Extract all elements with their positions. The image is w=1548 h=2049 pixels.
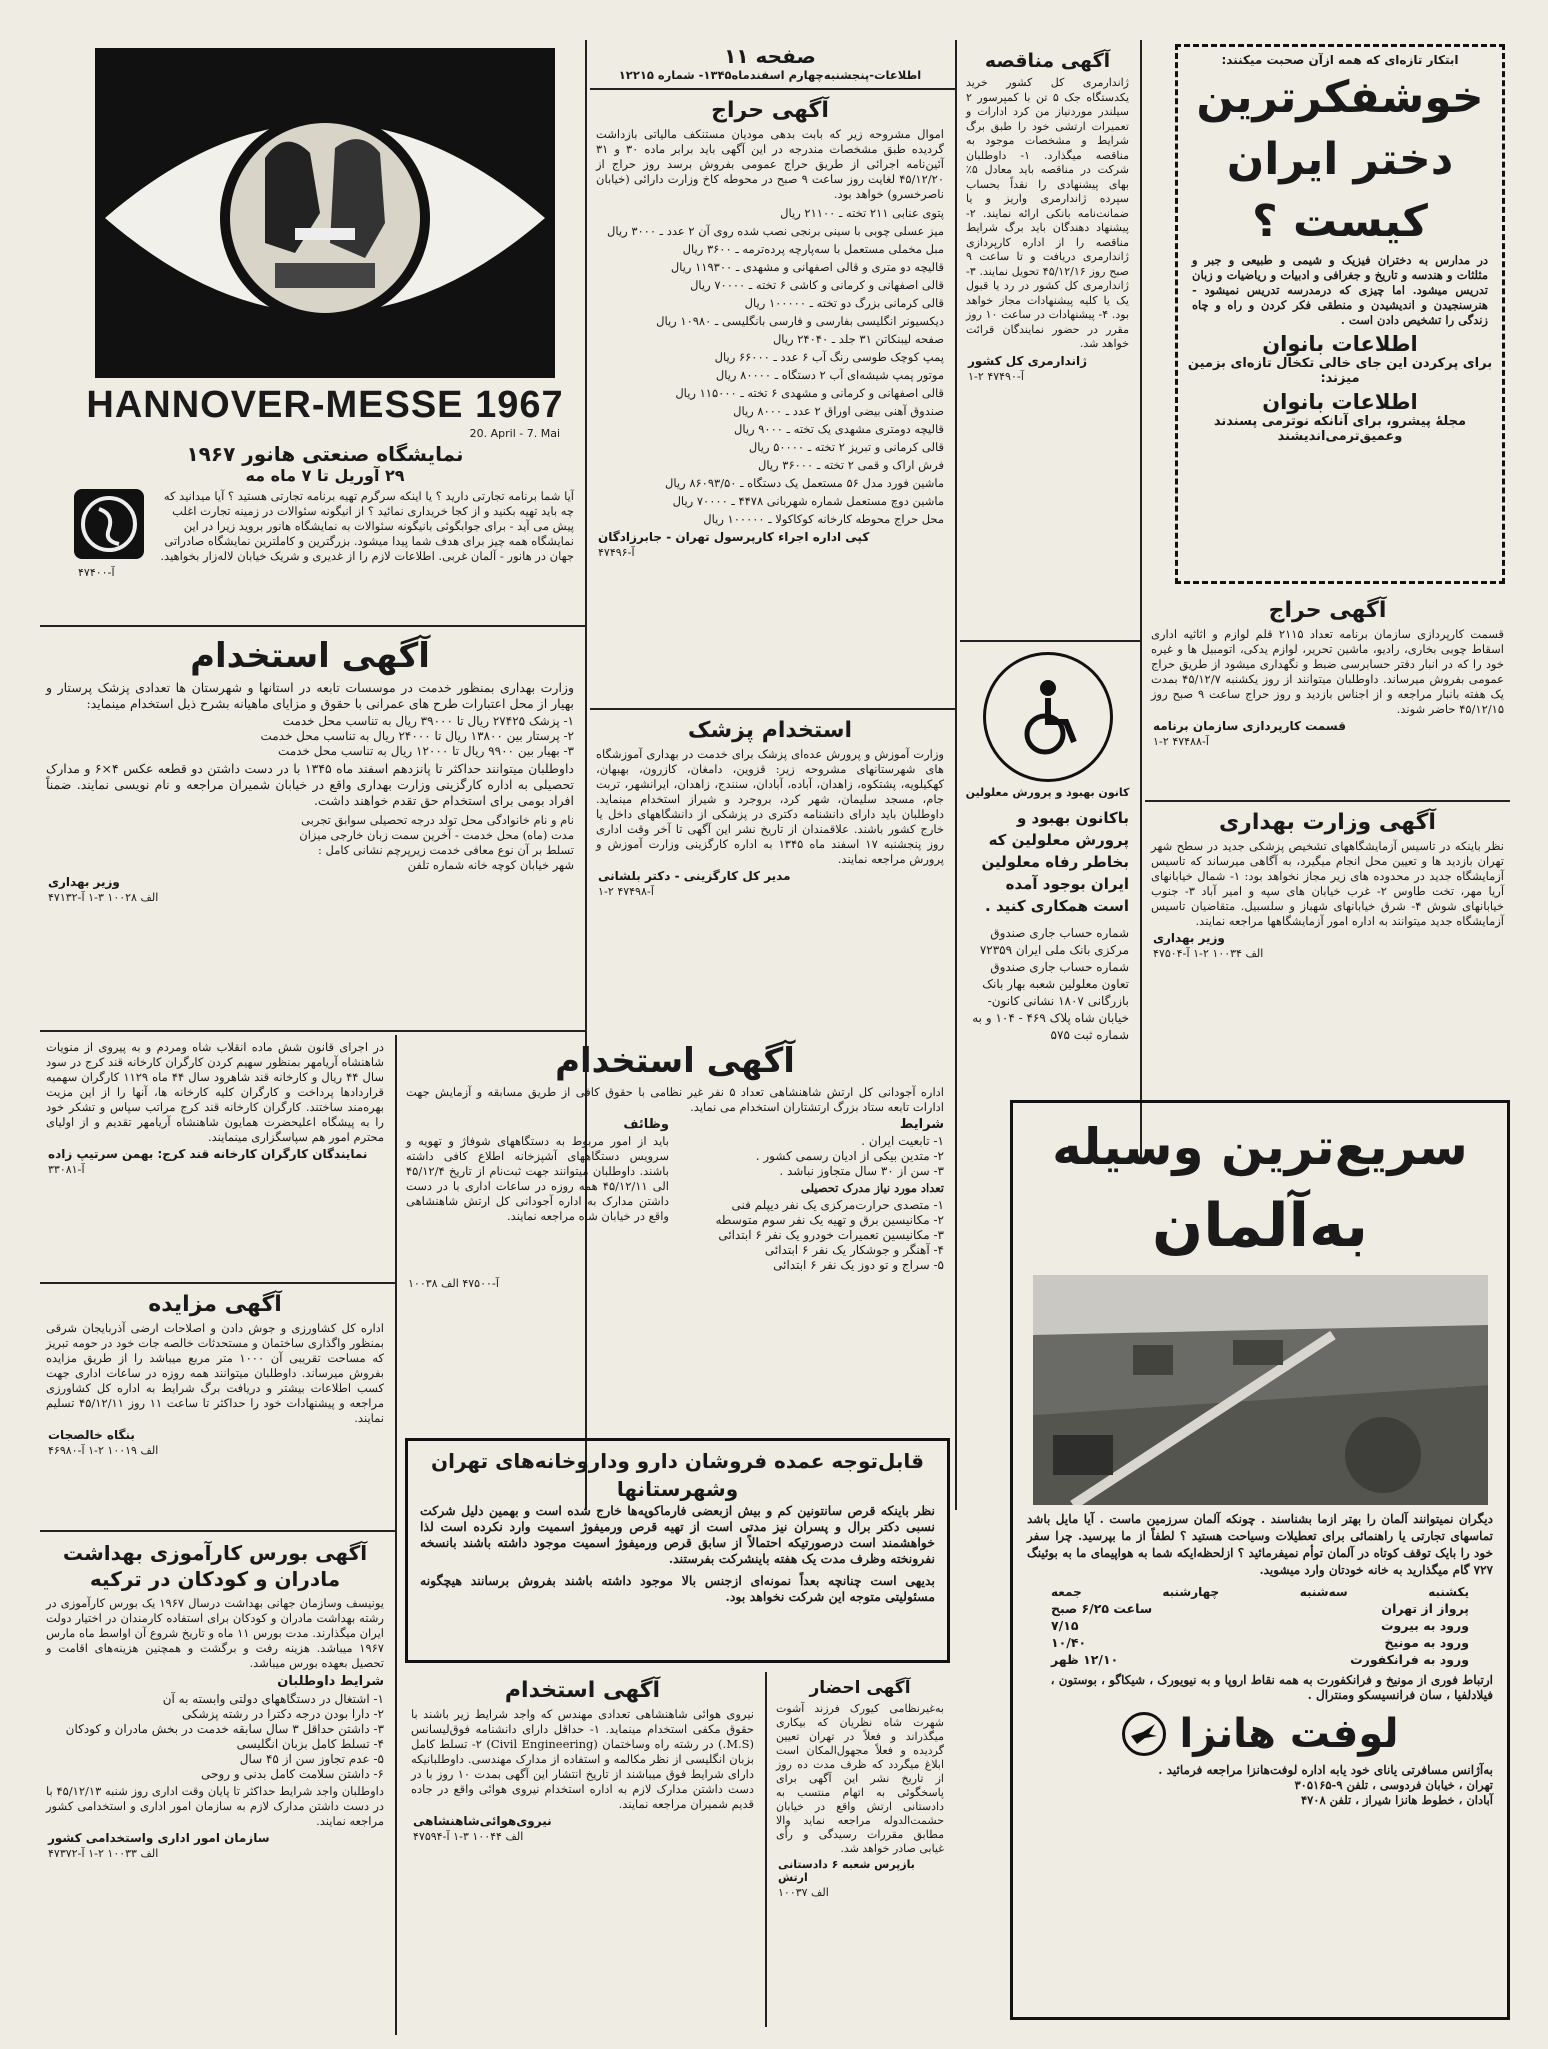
ad-code: آ-۴۷۴۰۰ <box>78 566 115 579</box>
list-item: ۳- داشتن حداقل ۳ سال سابقه خدمت در بخش مادران و کودکان <box>65 1722 384 1736</box>
section-rule <box>40 1030 585 1032</box>
list-item: قالی کرمانی بزرگ دو تخته ـ ۱۰۰۰۰۰ ریال <box>744 296 944 310</box>
table-row: ۵- سراج و تو دوز یک نفر ۶ ابتدائی <box>773 1258 944 1272</box>
list-item: ۴- تسلط کامل بزبان انگلیسی <box>236 1737 384 1751</box>
list-item: ۵- عدم تجاوز سن از ۴۵ سال <box>239 1752 384 1766</box>
ad-signature: سازمان امور اداری واستخدامی کشور <box>48 1831 270 1845</box>
section-rule <box>40 1530 395 1532</box>
doctor-employment-ad <box>590 712 950 1022</box>
tender-ad <box>960 44 1135 634</box>
headline: کیست ؟ <box>1252 196 1428 247</box>
form-row: نام و نام خانوادگی محل تولد درجه تحصیلی سوابق تجربی <box>301 813 574 827</box>
magazine-name: اطلاعات بانوان <box>1262 332 1418 356</box>
schedule-row: پرواز از تهران ساعت ۶/۲۵ صبح <box>1051 1601 1469 1616</box>
tender-sale-ad <box>40 1286 390 1526</box>
wheelchair-icon <box>983 652 1113 782</box>
scholarship-ad <box>40 1534 390 2024</box>
list-item: ۲- پرستار بین ۱۳۸۰۰ ریال تا ۲۴۰۰۰ ریال به تناسب محل خدمت <box>260 729 574 743</box>
list-item: ۳- سن از ۳۰ سال متجاوز نباشد . <box>779 1164 944 1178</box>
list-item: پمپ کوچک طوسی رنگ آب ۶ عدد ـ ۶۶۰۰۰ ریال <box>714 350 944 364</box>
list-item: ۲- متدین بیکی از ادیان رسمی کشور . <box>755 1149 944 1163</box>
list-item: مبل مخملی مستعمل با سه‌پارچه پرده‌ترمه ـ ۳۶۰۰ ریال <box>682 242 944 256</box>
eye-icon <box>95 48 555 378</box>
ad-body: وزارت بهداری بمنظور خدمت در موسسات تابعه در استانها و شهرستان ها تعدادی پزشک پرستار و بهیار از محل اعتبارات طرح های عمرانی با حقوق و مزایای ماهیانه بشرح ذیل استخدام مینماید: <box>46 680 574 711</box>
headline: دختر ایران <box>1226 134 1454 185</box>
hannover-brand: HANNOVER-MESSE 1967 <box>86 384 564 426</box>
ad-invite: برای پرکردن این جای خالی تکخال تازه‌ای بزمین میزند: <box>1187 356 1493 386</box>
notice-title: قابل‌توجه عمده فروشان دارو وداروخانه‌های تهران وشهرستانها <box>431 1449 924 1501</box>
section-rule <box>40 1282 395 1284</box>
ad-signature: قسمت کارپردازی سازمان برنامه <box>1153 719 1346 733</box>
dateline: اطلاعات-پنجشنبه‌چهارم اسفندماه۱۳۴۵- شماره ۱۲۲۱۵ <box>618 68 922 82</box>
connection-text: ارتباط فوری از مونیخ و فرانکفورت به همه نقاط اروپا و به نیویورک ، شیکاگو ، بوستون ، فیلادلفیا ، سان فرانسیسکو ومنترال . <box>1050 1673 1493 1702</box>
ad-signature: مدیر کل کارگزینی - دکتر بلشانی <box>598 869 791 883</box>
section-rule <box>40 625 585 627</box>
list-item: ۳- بهیار بین ۹۹۰۰ ریال تا ۱۲۰۰۰ ریال به تناسب محل خدمت <box>278 744 574 758</box>
form-row: شهر خیابان کوچه خانه شماره تلفن <box>407 858 574 872</box>
auction-ad-2 <box>1145 592 1510 797</box>
ad-code: آ-۴۷۴۸۸ ۲-۱ <box>1153 735 1209 748</box>
page-header <box>590 44 950 84</box>
list-item: صفحه لیبنکاتن ۳۱ جلد ـ ۲۴۰۴۰ ریال <box>772 332 944 346</box>
ad-body: اداره آجودانی کل ارتش شاهنشاهی تعداد ۵ نفر غیر نظامی با حقوق کافی از طریق مسابقه و آزمایش جهت ادارات تابعه ستاد بزرگ ارتشتاران استخدام می نماید. <box>406 1085 944 1114</box>
ad-signature: کپی اداره اجراء کارپرسول تهران - جابرزادگان <box>598 530 870 544</box>
ad-title: آگهی استخدام <box>190 636 430 676</box>
list-item: قالی اصفهانی و کرمانی و مشهدی ۶ تخته ـ ۱۱۵۰۰۰ ریال <box>675 386 944 400</box>
ad-body: نیروی هوائی شاهنشاهی تعدادی مهندس که واجد شرایط زیر باشند با حقوق مکفی استخدام مینماید. ۱- حداقل دارای دانشنامه فوق‌لیسانس (M.S.) در رشته راه وساختمان (Civil Engineering) ۲- تسلط کامل بزبان انگلیسی از نظر مکالمه و استفاده از مدارک مهندسی. داوطلبانیکه دارای شرایط فوق میباشند از تاریخ انتشار این آگهی بمدت ۱۰ روز با در دست داشتن مدارک لازم به اداره استخدام نیروی هوائی واقع در جاده قدیم شمیران مراجعه نمایند. <box>411 1707 755 1811</box>
ad-code: آ-۴۷۴۹۰ ۲-۱ <box>968 369 1024 383</box>
ad-code: آ-۴۷۴۹۸ ۲-۱ <box>598 885 654 898</box>
hannover-dates-latin: 20. April - 7. Mai <box>469 427 560 440</box>
headline: سریع‌ترین وسیله <box>1052 1118 1468 1176</box>
section-rule <box>590 88 955 90</box>
section-rule <box>1145 800 1510 802</box>
table-row: ۳- مکانیسین تعمیرات خودرو یک نفر ۶ ابتدائی <box>718 1228 944 1242</box>
ad-signature: نیروی‌هوائی‌شاهنشاهی <box>413 1814 552 1828</box>
form-row: تسلط بر آن نوع معافی خدمت زیرپرچم نشانی کامل : <box>317 843 574 857</box>
column-rule <box>395 1035 397 2035</box>
ad-title: استخدام پزشک <box>687 718 853 743</box>
list-item: ماشین فورد مدل ۵۶ مستعمل یک دستگاه ـ ۸۶۰۹۳/۵۰ ریال <box>665 476 944 490</box>
logo-caption: کانون بهبود و پرورش معلولین <box>965 786 1130 799</box>
magazine-name: اطلاعات بانوان <box>1262 390 1418 414</box>
column-rule <box>765 1672 767 2027</box>
army-employment-ad <box>400 1035 950 1430</box>
ad-title: آگهی احضار <box>809 1678 911 1698</box>
ad-body-2: داوطلبان میتوانند حداکثر تا پانزدهم اسفند ماه ۱۳۴۵ با در دست داشتن دو قطعه عکس ۴×۶ و مدارک تحصیلی به اداره کارگزینی وزارت بهداری واقع در خیابان شمیران مراجعه و نام نویسی نمایند. ضمناً افراد بومی برای استخدام حق تقدم خواهند داشت. <box>46 761 574 808</box>
section-rule <box>590 708 955 710</box>
ad-body: شماره حساب جاری صندوق مرکزی بانک ملی ایران ۷۲۳۵۹ شماره حساب جاری صندوق تعاون معلولین شعبه بهار بانک بازرگانی ۱۸۰۷ نشانی کانون- خیابان شاه پلاک ۴۶۹ - ۱۰۴ و به شماره ثبت ۵۷۵ <box>972 926 1129 1042</box>
agency-text: به‌آژانس مسافرتی یانای خود یابه اداره لوفت‌هانزا مراجعه فرمائید . <box>1158 1763 1493 1777</box>
day-label: سه‌شنبه <box>1299 1585 1348 1599</box>
ad-body: دیگران نمیتوانند آلمان را بهتر ازما بشناسند . چونکه آلمان سرزمین ماست . آیا مایل باشد تماسهای تجارتی یا راهنمائی برای تعطیلات وسیاحت هستید ؟ لطفاً از ما بپرسید. چرا سفر خود را بایک توقف کوتاه در آلمان توأم نمیفرمائید ؟ ازلحظه‌ایکه شما به هواپیمای ما به بوئینگ ۷۲۷ گام میگذارید به خانه خودتان وارد میشوید. <box>1027 1512 1493 1577</box>
headline: به‌آلمان <box>1152 1191 1368 1261</box>
schedule-row: ورود به بیروت ۷/۱۵ <box>1051 1618 1469 1633</box>
office-abadan: آبادان ، خطوط هانزا شیراز ، تلفن ۴۷۰۸ <box>1300 1793 1493 1807</box>
hannover-eye-graphic <box>95 48 555 378</box>
schedule-row: ورود به فرانکفورت ۱۲/۱۰ ظهر <box>1051 1652 1469 1667</box>
column-rule <box>955 40 957 1510</box>
headline: خوشفکرترین <box>1196 72 1484 123</box>
list-item: ۱- پزشک ۲۷۴۲۵ ریال تا ۳۹۰۰۰ ریال به تناسب محل خدمت <box>282 714 574 728</box>
rehab-ad <box>960 648 1135 1088</box>
ad-tagline: مجلۀ پیشرو، برای آنانکه نوترمی پسندند وعمیق‌ترمی‌اندیشند <box>1213 414 1467 444</box>
city-photo <box>1033 1275 1488 1505</box>
list-item: قالی کرمانی و تبریز ۲ تخته ـ ۵۰۰۰۰ ریال <box>748 440 944 454</box>
conditions-title: شرایط داوطلبان <box>277 1674 384 1689</box>
crane-logo-icon <box>1122 1712 1166 1756</box>
brand-name: لوفت هانزا <box>1179 1711 1399 1757</box>
ad-signature: بازپرس شعبه ۶ دادستانی ارتش <box>778 1858 915 1884</box>
ad-body: اموال مشروحه زیر که بابت بدهی مودیان مستنکف مالیاتی بازداشت گردیده طبق مشخصات مندرجه در این آگهی باید برابر ماده ۳۰ و ۳۱ آئین‌نامه اجرائی از طریق حراج عمومی بفروش برسد روز حراج از ۴۵/۱۲/۲۰ لغایت روز ساعت ۹ صبح در محوطه کاخ وزارت دارائی (خیابان ناصرخسرو) خواهد بود. <box>596 127 945 201</box>
section-rule <box>960 640 1140 642</box>
list-item: قالیچه دومتری مشهدی یک تخته ـ ۹۰۰۰ ریال <box>733 422 944 436</box>
employment-ad-health <box>40 630 580 1010</box>
ad-code: الف ۱۰۰۴۴ ۳-۱ آ-۴۷۵۹۴ <box>413 1830 524 1843</box>
ad-title: آگهی مناقصه <box>984 50 1111 72</box>
ad-title: آگهی مزایده <box>148 1292 282 1317</box>
list-item: موتور پمپ شیشه‌ای آب ۲ دستگاه ـ ۸۰۰۰۰ ریال <box>715 368 944 382</box>
table-header: تعداد مورد نیاز مدرک تحصیلی <box>800 1181 944 1195</box>
ad-code: آ-۴۷۴۹۶ <box>598 546 635 559</box>
column-rule <box>1140 40 1142 1160</box>
airforce-employment-ad <box>405 1672 760 2027</box>
ad-body: در اجرای قانون شش ماده انقلاب شاه ومردم و به پیروی از منویات شاهنشاه آریامهر بمنظور سهیم کردن کارگران کارخانه قند کرج در سود سال ۴۴ ریال و کارخانه قند شاهرود سال ۴۴ ماه ۱۱۲۹ کارگران سهمیه قراردادها پرداخت و کارگران کلیه کارخانه ها، آنها را از این مزیت بهره‌مند ساختند. کارگران کارخانه قند کرج مراتب سپاس و تشکر خود را به پیشگاه اعلیحضرت همایون شاهنشاه آریامهر تقدیم و از اولیای محترم امور هم سپاسگزاری مینمایند. <box>46 1040 384 1144</box>
day-label: جمعه <box>1051 1585 1082 1599</box>
ad-body: نظر باینکه در تاسیس آزمایشگاههای تشخیص پزشکی جدید در سطح شهر تهران بازدید ها و تعیین محل انجام میگیرد، به آگاهی میرساند که تاسیس آزمایشگاه جدید در محدوده های زیر مجاز نخواهد بود: ۱- شمال خیابانهای آریا مهر، تخت طاوس ۲- غرب خیابان های سپه و امیر آباد ۳- جنوب خیابانهای شوش ۴- شرق خیابانهای شهباز و سلسبیل. متقاضیان تاسیس آزمایشگاه جدید میتوانند به اداره امور آزمایشگاهها مراجعه نمایند. <box>1151 839 1505 928</box>
ad-title: آگهی وزارت بهداری <box>1219 810 1436 835</box>
ad-signature: وزیر بهداری <box>1153 931 1225 945</box>
list-item: قالی اصفهانی و کرمانی و کاشی ۶ تخته ـ ۷۰۰۰۰ ریال <box>690 278 944 292</box>
hannover-logo-icon <box>74 489 144 559</box>
hannover-title: نمایشگاه صنعتی هانور ۱۹۶۷ <box>186 442 464 466</box>
table-row: ۲- مکانیسین برق و تهیه یک نفر سوم متوسطه <box>715 1213 944 1227</box>
health-ministry-ad <box>1145 804 1510 1094</box>
ad-body-2: داوطلبان واجد شرایط حداکثر تا پایان وقت اداری روز شنبه ۴۵/۱۲/۱۳ با در دست داشتن مدارک لازم به سازمان امور اداری و استخدامی کشور مراجعه نمایند. <box>46 1784 384 1828</box>
ad-kicker: ابتکار تازه‌ای که همه ازآن صحبت میکنند: <box>1221 53 1459 67</box>
pharma-notice <box>405 1438 950 1663</box>
day-label: یکشنبه <box>1428 1585 1469 1599</box>
table-row: ۱- متصدی حرارت‌مرکزی یک نفر دیپلم فنی <box>731 1198 944 1212</box>
ad-title: آگهی بورس کارآموزی بهداشت مادران و کودکان در ترکیه <box>62 1541 368 1591</box>
list-item: قالیچه دو متری و قالی اصفهانی و مشهدی ـ ۱۱۹۳۰۰ ریال <box>670 260 944 274</box>
hannover-body: آیا شما برنامه تجارتی دارید ؟ یا اینکه سرگرم تهیه برنامه تجارتی هستید ؟ آیا میدانید که چه باید تهیه بکنید و از کجا خریداری نمائید ؟ از انیگونه سئوالات در زمینه تجارت اغلب پیش می آید - برای جوابگوئی بانیگونه سئوالات به نمایشگاه هانور بروید زیرا در این نمایشگاه همه چیز برای هدف شما پیدا میشود. بزرگترین و کاملترین نمایشگاه صادراتی جهان در هانور - آلمان غربی. اطلاعات لازم را از غدیری و شریک خیابان لاله‌زار بخواهید. <box>160 489 574 563</box>
list-item: صندوق آهنی بیضی اوراق ۲ عدد ـ ۸۰۰۰ ریال <box>733 404 944 418</box>
ad-code: الف ۱۰۰۳۴ ۲-۱ آ-۴۷۵۰۴ <box>1153 947 1264 960</box>
ad-body: ژاندارمری کل کشور خرید یکدستگاه جک ۵ تن با کمپرسور ۲ سیلندر موردنیاز من کرد ادارات و تعمیرات ارتشی خود را طبق برگ شرایط و مشخصات موجود به مناقصه میگذارد. ۱- داوطلبان شرکت در مناقصه باید معادل ۵٪ بهای پیشنهادی را نقداً بحساب سپرده ژاندارمری واریز و یا ضمانت‌نامه بانکی ارائه نمایند. ۲- پیشنهاد دهندگان باید برگ شرایط مناقصه را از اداره کارپردازی ژاندارمری دریافت و تا ساعت ۹ صبح روز ۴۵/۱۲/۱۶ تحویل نمایند. ۳- ژاندارمری کل کشور در رد یا قبول یک یا کلیه پیشنهادات مجاز خواهد بود. ۴- پیشنهادات در ساعت ۱۰ روز مقرر در حضور نمایندگان قرائت خواهد شد. <box>966 76 1130 350</box>
ad-code: الف ۱۰۰۳۷ <box>778 1886 829 1899</box>
day-label: چهارشنبه <box>1162 1585 1220 1599</box>
list-item: ۲- دارا بودن درجه دکترا در رشته پزشکی <box>181 1707 384 1721</box>
list-item: ۱- اشتغال در دستگاههای دولتی وابسته به آن <box>162 1692 384 1706</box>
ad-title: آگهی حراج <box>711 98 829 123</box>
list-item: پتوی عنابی ۲۱۱ تخته ـ ۲۱۱۰۰ ریال <box>780 206 944 220</box>
list-item: ۱- تابعیت ایران . <box>861 1134 944 1148</box>
duties-title: وظائف <box>623 1117 669 1132</box>
ad-code: آ-۴۷۵۰۰ الف ۱۰۰۳۸ <box>408 1277 499 1290</box>
list-item: فرش اراک و قمی ۲ تخته ـ ۳۶۰۰۰ ریال <box>758 458 944 472</box>
list-item: محل حراج محوطه کارخانه کوکاکولا ـ ۱۰۰۰۰۰ ریال <box>703 512 944 526</box>
list-item: ماشین دوچ مستعمل شماره شهربانی ۴۴۷۸ ـ ۷۰۰۰۰ ریال <box>672 494 944 508</box>
lufthansa-ad <box>1010 1100 1510 2020</box>
ad-code: الف ۱۰۰۲۸ ۳-۱ آ-۴۷۱۳۲ <box>48 891 159 904</box>
ad-title: آگهی حراج <box>1268 598 1387 623</box>
ad-code: الف ۱۰۰۳۳ ۲-۱ آ-۴۷۳۷۲ <box>48 1847 159 1860</box>
list-item: دیکسیونر انگلیسی بفارسی و فارسی بانگلیسی ـ ۱۰۹۸۰ ریال <box>656 314 944 328</box>
ad-signature: ژاندارمری کل کشور <box>968 353 1088 368</box>
notice-footer: بدیهی است چنانچه بعداً نمونه‌ای ازجنس بالا موجود داشته باشند بفروش برسانند هیچگونه مسئولیتی متوجه این شرکت نخواهد بود. <box>420 1573 935 1604</box>
table-row: ۴- آهنگر و جوشکار یک نفر ۶ ابتدائی <box>764 1243 944 1257</box>
ad-title: آگهی استخدام <box>504 1678 661 1703</box>
notice-body: نظر باینکه قرص سانتونین کم و بیش ازبعضی فارماکوپه‌ها خارج شده است و بهمین دلیل شرکت نسبی دکتر برال و پسران نیز مدتی است از تهیه قرص ورمیفوژ اسمیت وارد نکرده است لذا خواهشمند است درصورتیکه احتمالاً از سابق قرص ورمیفوژ اسمیت موجود داشته باشند بانسخه نفرونخته وظرف مدت یک هفته باینشرکت بفرستند. <box>420 1503 935 1566</box>
ad-signature: بنگاه خالصجات <box>48 1428 135 1442</box>
page-number: صفحه ۱۱ <box>724 44 816 68</box>
ad-body: وزارت آموزش و پرورش عده‌ای پزشک برای خدمت در بهداری آموزشگاه های شهرستانهای مشروحه زیر: قزوین، دامغان، کازرون، بهبهان، کهکیلویه، پشتکوه، زاهدان، آباده، آبادان، سنندج، زاهدان، ایرانشهر، تربت جام، مسجد سلیمان، شهر کرد، بروجرد و شیراز استخدام مینماید. داوطلبان باید دارای دانشنامه دکتری در پزشکی از دانشگاههای داخل یا خارج کشور باشند. علاقمندان از تاریخ نشر این آگهی تا آخر وقت اداری روز پنجشنبه ۱۷ اسفند ماه ۱۳۴۵ به اداره کارگزینی وزارت آموزش و پرورش مراجعه نمایند. <box>596 747 945 866</box>
ettelaat-banovan-ad <box>1175 44 1505 584</box>
ad-body: در مدارس به دختران فیزیک و شیمی و طبیعی و جبر و مثلثات و هندسه و تاریخ و جغرافی و ادبیات و ریاضیات و زبان تدریس میشود. اما چیزی که درمدرسه تدریس نمیشود - هنرسنجیدن و اندیشیدن و منطقی فکر کردن و راه و چاه زندگی را تشخیص دادن است . <box>1192 253 1488 327</box>
ad-body: به‌غیرنظامی کیورک فرزند آشوت شهرت شاه نظریان که بیکاری میگذراند و فعلاً در تهران تعیین گردیده و فعلاً مجهول‌المکان است ابلاغ میگردد که ظرف مدت ده روز از تاریخ نشر این آگهی برای پاسخگوئی به اتهام منتسب به دادستانی ارتش واقع در خیابان حشمت‌الدوله مراجعه نماید والا مطابق مقررات رسیدگی و رأی غیابی صادر خواهد شد. <box>776 1702 944 1855</box>
rehab-title: باکانون بهبود و پرورش معلولین که بخاطر رفاه معلولین ایران بوجود آمده است همکاری کنید . <box>981 809 1129 915</box>
ad-code: آ-۳۳۰۸۱ <box>48 1163 85 1176</box>
schedule-row: ورود به مونیخ ۱۰/۴۰ <box>1051 1635 1469 1650</box>
form-row: مدت (ماه) محل خدمت - آخرین سمت زبان خارجی میزان <box>299 828 574 842</box>
ad-body: یونیسف وسازمان جهانی بهداشت درسال ۱۹۶۷ یک بورس کارآموزی در رشته بهداشت مادران و کودکان برای استفاده کارمندان در اختیار دولت ایران میگذارند. مدت بورس ۱۱ ماه و تاریخ شروع آن اواسط ماه مارس ۱۹۶۷ میباشد. هزینه رفت و برگشت و همچنین هزینه‌های اقامت و تحصیل بعهده بورس میباشد. <box>46 1596 384 1670</box>
duties-body: باید از امور مربوط به دستگاههای شوفاژ و تهویه و سرویس دستگاههای آشپزخانه اطلاع کافی داشته باشند. داوطلبان میتوانند جهت ثبت‌نام از تاریخ ۴۵/۱۲/۴ الی ۴۵/۱۲/۱۱ همه روزه در ساعات اداری با در دست داشتن مدارک به اداره آجودانی کل ارتش شاهنشاهی واقع در خیابان شاه مراجعه نمایند. <box>406 1134 669 1223</box>
summons-ad <box>770 1672 950 2027</box>
ad-signature: وزیر بهداری <box>48 875 120 889</box>
list-item: ۶- داشتن سلامت کامل بدنی و روحی <box>201 1767 384 1781</box>
hannover-ad <box>70 48 580 618</box>
hannover-dates-fa: ۲۹ آوریل تا ۷ ماه مه <box>245 466 405 485</box>
office-tehran: تهران ، خیابان فردوسی ، تلفن ۹-۳۰۵۱۶۵ <box>1294 1778 1493 1792</box>
ad-title: آگهی استخدام <box>555 1041 795 1081</box>
ad-code: الف ۱۰۰۱۹ ۲-۱ آ-۴۶۹۸۰ <box>48 1444 159 1457</box>
auction-ad-1 <box>590 92 950 702</box>
ad-body: اداره کل کشاورزی و جوش دادن و اصلاحات ارضی آذربایجان شرقی بمنظور واگذاری ساختمان و مستحدثات خالصه جات خود در حومه تبریز که مساحت تقریبی آن ۱۰۰۰ متر مربع میباشد را از طریق مزایده بفروش میرساند. داوطلبان میتوانند همه روزه در ساعات اداری جهت کسب اطلاعات بیشتر و دریافت برگ شرایط به اداره کل کشاورزی مراجعه و پیشنهادات خود را حداکثر تا ساعت ۱۱ روز ۴۵/۱۲/۱۱ تسلیم نمایند. <box>46 1321 385 1425</box>
list-item: میز عسلی چوبی با سینی برنجی نصب شده روی آن ۲ عدد ـ ۳۰۰۰ ریال <box>607 224 944 238</box>
workers-thanks-ad <box>40 1040 390 1275</box>
ad-body: قسمت کارپردازی سازمان برنامه تعداد ۲۱۱۵ قلم لوازم و اثاثیه اداری اسقاط چوبی بخاری، رادیو، ماشین تحریر، لوازم یدکی، اتومبیل ها و غیره خود را که در انبار دفتر حسابرسی ضبط و نگهداری میشود از طریق حراج عمومی بفروش میرساند. داوطلبان میتوانند از روز یکشنبه ۴۵/۱۲/۷ بمدت یک هفته بانبار مراجعه و از اجناس بازدید و روز حراج ساعت ۹ صبح روز ۴۵/۱۲/۱۵ حاضر شوند. <box>1151 627 1504 716</box>
ad-signature: نمایندگان کارگران کارخانه قند کرج: بهمن سرتیپ زاده <box>48 1147 368 1161</box>
conditions-title: شرایط <box>899 1117 944 1132</box>
